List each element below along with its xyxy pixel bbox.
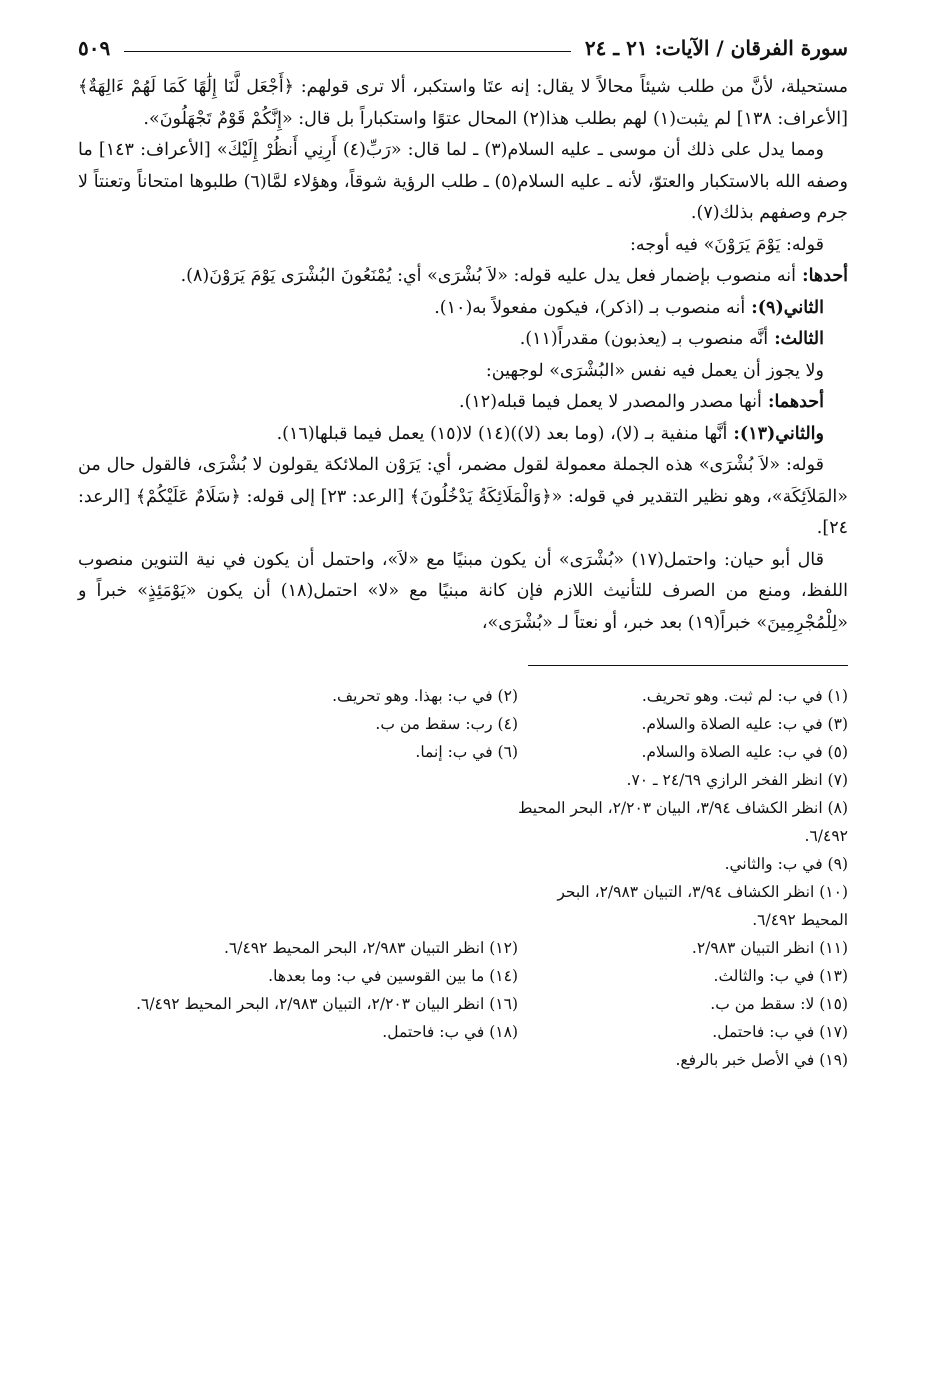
footnote-row bbox=[78, 1046, 848, 1074]
paragraph-text: ولا يجوز أن يعمل فيه نفس «البُشْرَى» لوجهين: bbox=[485, 360, 824, 381]
paragraph bbox=[78, 135, 848, 230]
main-text bbox=[78, 72, 848, 639]
paragraph bbox=[78, 419, 848, 451]
footnote: (٧) انظر الفخر الرازي ٢٤/٦٩ ـ ٧٠. bbox=[626, 771, 848, 789]
paragraph-text: أنَّها منفية بـ (لا)، (وما بعد (لا))(١٤) لا(١٥) يعمل فيما قبلها(١٦). bbox=[276, 423, 728, 444]
paragraph-text: قال أبو حيان: واحتمل(١٧) «بُشْرَى» أن يكون مبنيًا مع «لاَ»، واحتمل أن يكون في نية التنوين منصوب اللفظ، ومنع من الصرف للتأنيث اللازم فإن كانة مبنيًا مع «لا» احتمل(١٨) أن يكون «يَوْمَئِذٍ» خبراً و «لِلْمُجْرِمِينَ» خبراً(١٩) بعد خبر، أو نعتاً لـ «بُشْرَى»، bbox=[78, 549, 848, 633]
paragraph bbox=[78, 230, 848, 262]
paragraph bbox=[78, 387, 848, 419]
footnote: (١٨) في ب: فاحتمل. bbox=[382, 1023, 518, 1041]
footnote: (١٦) انظر البيان ٢/٢٠٣، التبيان ٢/٩٨٣، البحر المحيط ٦/٤٩٢. bbox=[136, 995, 518, 1013]
paragraph-text: أنه منصوب بإضمار فعل يدل عليه قوله: «لاَ بُشْرَى» أي: يُمْنَعُونَ البُشْرَى يَوْمَ يَرَوْنَ(٨). bbox=[180, 266, 797, 286]
footnote: (٤) رب: سقط من ب. bbox=[375, 715, 518, 733]
footnote-row bbox=[78, 794, 848, 850]
footnote-row bbox=[78, 710, 848, 738]
footnote: (١٧) في ب: فاحتمل. bbox=[712, 1023, 848, 1041]
footnote-row bbox=[78, 738, 848, 766]
footnote: (١٤) ما بين القوسين في ب: وما بعدها. bbox=[268, 967, 518, 985]
footnote-row bbox=[78, 878, 848, 934]
footnote-row bbox=[78, 1018, 848, 1046]
header-rule bbox=[124, 51, 571, 52]
paragraph-text: أنها مصدر والمصدر لا يعمل فيما قبله(١٢). bbox=[459, 392, 762, 412]
footnote: (١) في ب: لم ثبت. وهو تحريف. bbox=[641, 687, 848, 705]
paragraph-text: ومما يدل على ذلك أن موسى ـ عليه السلام(٣) ـ لما قال: «رَبِّ(٤) أَرِنِي أَنظُرْ إِلَيْكَ» [الأعراف: ١٤٣] ما وصفه الله بالاستكبار والعتوّ، لأنه ـ عليه السلام(٥) ـ طلب الرؤية شوقاً، وهؤلاء لمَّا(٦) طلبوها امتحاناً وتعنتاً لا جرم وصفهم بذلك(٧). bbox=[78, 140, 848, 223]
footnote-separator bbox=[528, 665, 848, 666]
page-number: ٥٠٩ bbox=[78, 36, 111, 60]
footnote-row bbox=[78, 962, 848, 990]
paragraph-text: مستحيلة، لأنَّ من طلب شيئاً محالاً لا يقال: إنه عتَا واستكبر، ألا ترى قولهم: ﴿أَجْعَل لَّنَا إِلَٰهًا كَمَا لَهُمْ ءَالِهَةٌ﴾ [الأعراف: ١٣٨] لم يثبت(١) لهم بطلب هذا(٢) المحال عتوًا واستكباراً بل قال: «إِنَّكُمْ قَوْمٌ تَجْهَلُونَ». bbox=[78, 77, 848, 129]
footnote-row bbox=[78, 766, 848, 794]
surah-title: سورة الفرقان / الآيات: ٢١ ـ ٢٤ bbox=[584, 36, 848, 60]
paragraph-text: قوله: «لاَ بُشْرَى» هذه الجملة معمولة لقول مضمر، أي: يَرَوْن الملائكة يقولون لا بُشْرَى، فالقول حال من «المَلاَئِكَة»، وهو نظير التقدير في قوله: «﴿وَالْمَلَائِكَةُ يَدْخُلُونَ﴾ [الرعد: ٢٣] إلى قوله: ﴿سَلَامٌ عَلَيْكُمْ﴾ [الرعد: ٢٤]. bbox=[78, 455, 848, 538]
footnote-row bbox=[78, 990, 848, 1018]
footnote-row bbox=[78, 850, 848, 878]
footnotes bbox=[78, 682, 848, 1074]
paragraph-text: أنه منصوب بـ (اذكر)، فيكون مفعولاً به(١٠). bbox=[434, 297, 746, 318]
paragraph bbox=[78, 545, 848, 640]
paragraph-lead: أحدها: bbox=[796, 266, 848, 286]
paragraph-lead: الثاني(٩): bbox=[745, 297, 824, 318]
footnote-row bbox=[78, 934, 848, 962]
footnote: (٦) في ب: إنما. bbox=[415, 743, 518, 761]
footnote: (٩) في ب: والثاني. bbox=[724, 855, 848, 873]
paragraph bbox=[78, 356, 848, 388]
paragraph bbox=[78, 324, 848, 356]
footnote: (٢) في ب: بهذا. وهو تحريف. bbox=[332, 687, 518, 705]
footnote: (١٩) في الأصل خبر بالرفع. bbox=[675, 1051, 848, 1069]
footnote: (١٣) في ب: والثالث. bbox=[713, 967, 848, 985]
footnote: (٣) في ب: عليه الصلاة والسلام. bbox=[641, 715, 848, 733]
paragraph-text: أنَّه منصوب بـ (يعذبون) مقدراً(١١). bbox=[519, 329, 769, 349]
footnote: (١٥) لا: سقط من ب. bbox=[710, 995, 848, 1013]
running-header bbox=[78, 30, 848, 60]
paragraph-lead: والثاني(١٣): bbox=[727, 423, 824, 444]
paragraph bbox=[78, 72, 848, 135]
paragraph bbox=[78, 261, 848, 293]
footnote: (٨) انظر الكشاف ٣/٩٤، البيان ٢/٢٠٣، البحر المحيط ٦/٤٩٢. bbox=[518, 799, 848, 845]
paragraph bbox=[78, 293, 848, 325]
paragraph-lead: أحدهما: bbox=[761, 392, 824, 412]
footnote: (٥) في ب: عليه الصلاة والسلام. bbox=[641, 743, 848, 761]
footnote: (١٠) انظر الكشاف ٣/٩٤، التبيان ٢/٩٨٣، البحر المحيط ٦/٤٩٢. bbox=[557, 883, 848, 929]
footnote: (١١) انظر التبيان ٢/٩٨٣. bbox=[691, 939, 848, 957]
paragraph bbox=[78, 450, 848, 545]
book-page bbox=[78, 30, 848, 1350]
paragraph-lead: الثالث: bbox=[768, 329, 824, 349]
paragraph-text: قوله: يَوْمَ يَرَوْنَ» فيه أوجه: bbox=[630, 234, 824, 255]
footnote: (١٢) انظر التبيان ٢/٩٨٣، البحر المحيط ٦/٤٩٢. bbox=[223, 939, 518, 957]
footnote-row bbox=[78, 682, 848, 710]
